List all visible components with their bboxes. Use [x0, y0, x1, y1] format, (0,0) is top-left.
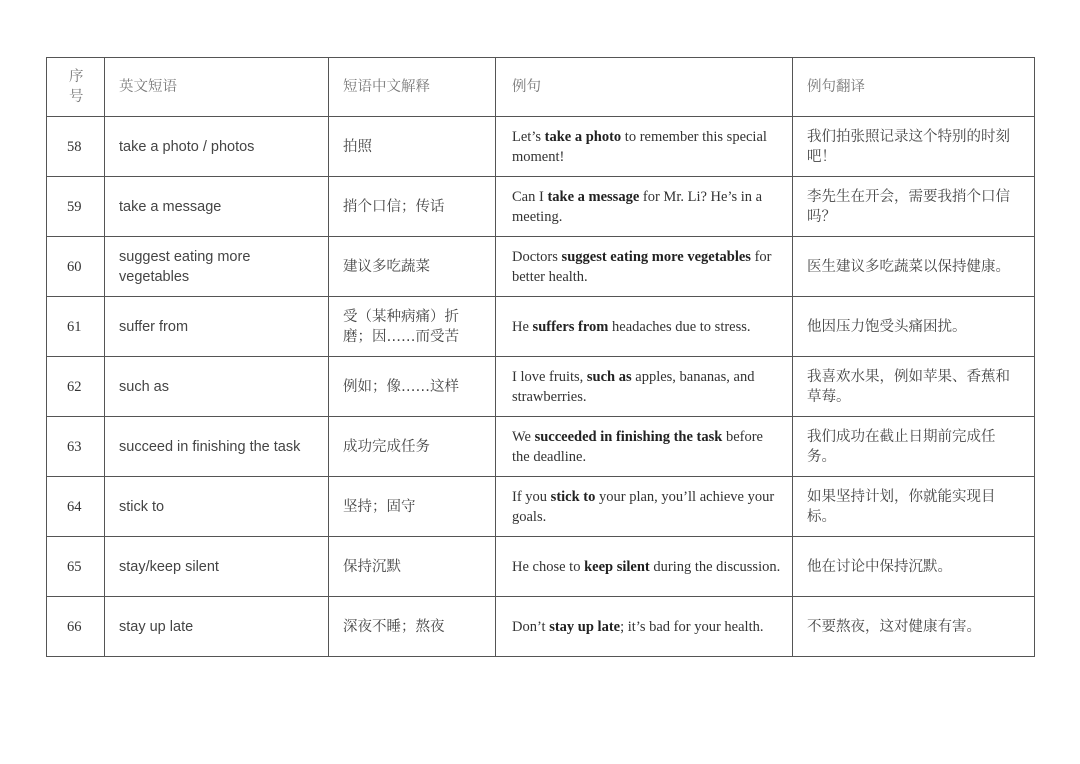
example-key-phrase: suffers from: [532, 318, 609, 335]
english-phrase: stay/keep silent: [105, 537, 329, 597]
chinese-meaning: 成功完成任务: [329, 417, 496, 477]
example-translation: 医生建议多吃蔬菜以保持健康。: [793, 237, 1035, 297]
table-row: [47, 357, 1035, 417]
row-number: 58: [47, 117, 105, 177]
example-sentence: [496, 237, 793, 297]
table-row: [47, 117, 1035, 177]
example-text: for Mr. Li? He’s in a meeting.: [512, 188, 763, 225]
example-key-phrase: suggest eating more vegetables: [561, 248, 751, 265]
example-sentence: [496, 417, 793, 477]
example-text: Can I: [512, 188, 548, 205]
example-text: Let’s: [512, 128, 545, 145]
english-phrase: stick to: [105, 477, 329, 537]
table-header: [47, 58, 1035, 117]
example-sentence: [496, 117, 793, 177]
example-text: We: [512, 428, 535, 445]
english-phrase: suggest eating more vegetables: [105, 237, 329, 297]
example-key-phrase: such as: [586, 368, 632, 385]
example-translation: 我们成功在截止日期前完成任务。: [793, 417, 1035, 477]
header-example-sentence: 例句: [496, 58, 793, 117]
table-row: [47, 537, 1035, 597]
example-translation: 他因压力饱受头痛困扰。: [793, 297, 1035, 357]
example-key-phrase: stay up late: [549, 618, 621, 635]
table-body: [47, 117, 1035, 657]
example-sentence: [496, 177, 793, 237]
example-text: to remember this special moment!: [512, 128, 767, 165]
example-sentence: [496, 597, 793, 657]
row-number: 62: [47, 357, 105, 417]
english-phrase: take a photo / photos: [105, 117, 329, 177]
example-text: He: [512, 318, 533, 335]
example-text: ; it’s bad for your health.: [620, 618, 764, 635]
example-text: Doctors: [512, 248, 562, 265]
example-text: during the discussion.: [649, 558, 781, 575]
english-phrase: suffer from: [105, 297, 329, 357]
chinese-meaning: 例如；像……这样: [329, 357, 496, 417]
table-row: [47, 477, 1035, 537]
example-text: for better health.: [512, 248, 772, 285]
row-number: 60: [47, 237, 105, 297]
example-sentence: [496, 477, 793, 537]
table-row: [47, 177, 1035, 237]
chinese-meaning: 坚持；固守: [329, 477, 496, 537]
example-text: headaches due to stress.: [608, 318, 751, 335]
chinese-meaning: 深夜不睡；熬夜: [329, 597, 496, 657]
header-example-translation: 例句翻译: [793, 58, 1035, 117]
row-number: 61: [47, 297, 105, 357]
english-phrase: such as: [105, 357, 329, 417]
table-row: [47, 237, 1035, 297]
row-number: 63: [47, 417, 105, 477]
english-phrase: take a message: [105, 177, 329, 237]
example-translation: 不要熬夜，这对健康有害。: [793, 597, 1035, 657]
example-translation: 他在讨论中保持沉默。: [793, 537, 1035, 597]
example-text: If you: [512, 488, 551, 505]
example-text: He chose to: [512, 558, 585, 575]
table-row: [47, 597, 1035, 657]
example-translation: 如果坚持计划，你就能实现目标。: [793, 477, 1035, 537]
header-number: 序号: [47, 58, 105, 117]
english-phrase: stay up late: [105, 597, 329, 657]
example-key-phrase: take a message: [547, 188, 640, 205]
example-sentence: [496, 357, 793, 417]
header-english-phrase: 英文短语: [105, 58, 329, 117]
example-translation: 李先生在开会，需要我捎个口信吗？: [793, 177, 1035, 237]
example-sentence: [496, 537, 793, 597]
example-key-phrase: keep silent: [584, 558, 650, 575]
example-translation: 我喜欢水果，例如苹果、香蕉和草莓。: [793, 357, 1035, 417]
chinese-meaning: 保持沉默: [329, 537, 496, 597]
example-key-phrase: take a photo: [544, 128, 622, 145]
header-row: [47, 58, 1035, 117]
example-text: before the deadline.: [512, 428, 763, 465]
row-number: 59: [47, 177, 105, 237]
vocabulary-table: [46, 57, 1035, 657]
row-number: 65: [47, 537, 105, 597]
example-text: Don’t: [512, 618, 550, 635]
header-chinese-meaning: 短语中文解释: [329, 58, 496, 117]
chinese-meaning: 受（某种病痛）折磨；因……而受苦: [329, 297, 496, 357]
table-row: [47, 417, 1035, 477]
row-number: 64: [47, 477, 105, 537]
example-text: apples, bananas, and strawberries.: [512, 368, 755, 405]
example-key-phrase: succeeded in finishing the task: [534, 428, 723, 445]
chinese-meaning: 拍照: [329, 117, 496, 177]
example-translation: 我们拍张照记录这个特别的时刻吧！: [793, 117, 1035, 177]
example-key-phrase: stick to: [550, 488, 596, 505]
chinese-meaning: 捎个口信；传话: [329, 177, 496, 237]
example-text: your plan, you’ll achieve your goals.: [512, 488, 775, 525]
example-text: I love fruits,: [512, 368, 587, 385]
table-row: [47, 297, 1035, 357]
example-sentence: [496, 297, 793, 357]
english-phrase: succeed in finishing the task: [105, 417, 329, 477]
row-number: 66: [47, 597, 105, 657]
chinese-meaning: 建议多吃蔬菜: [329, 237, 496, 297]
